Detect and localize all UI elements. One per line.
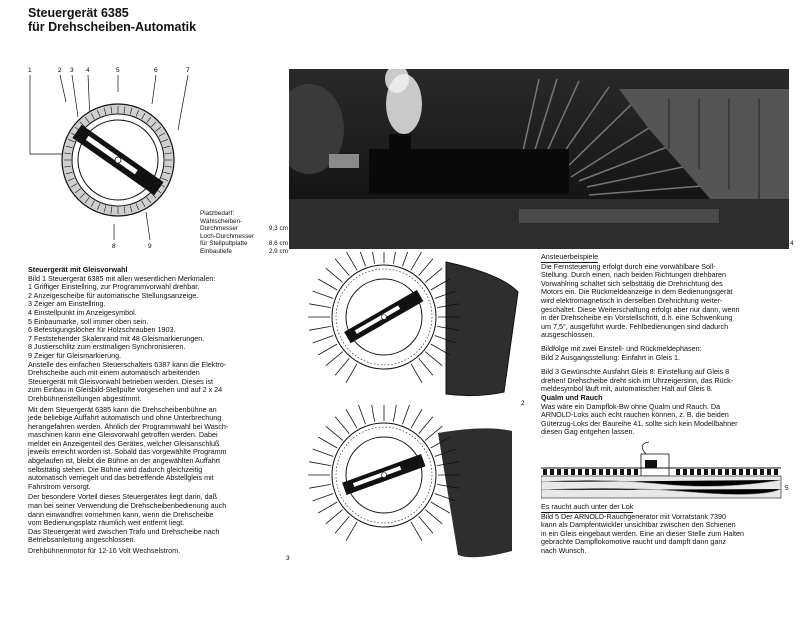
sleeper <box>550 469 554 475</box>
text-line: ausgeschlossen. <box>541 330 595 340</box>
text-line: um 7,5°, ausgeführt wurde. Fehlbedienungen sind dadurch <box>541 321 729 331</box>
track-ray <box>346 364 357 383</box>
track-ray <box>335 259 349 276</box>
sleeper <box>732 469 736 475</box>
sleeper <box>564 469 568 475</box>
track-ray <box>393 252 397 264</box>
text-line: Vorwahlring schaltet sich selbsttätig die Drehrichtung des <box>541 278 723 288</box>
track-ray <box>358 405 366 424</box>
section-heading-qualm: Qualm und Rauch <box>541 392 603 402</box>
track-ray <box>402 252 410 266</box>
text-line: jede beliebige Auffahrt automatisch und ohne Unterbrechung <box>28 413 222 423</box>
text-line: 5 Einbaumarke, soll immer oben sein. <box>28 316 149 326</box>
section-heading-ansteuerbeispiele: Ansteuerbeispiele <box>541 252 599 261</box>
text-line: zum Einbau in Gleisbild-Stellpulte vorgesehen und auf 2 x 24 <box>28 385 223 395</box>
sleeper <box>599 469 603 475</box>
smoke-generator-drawing <box>541 440 796 500</box>
text-line: 6 Befestigungslöcher für Holzschrauben 1903. <box>28 325 176 335</box>
sleeper <box>557 469 561 475</box>
spec-value: 9,3 cm <box>268 225 288 233</box>
text-line: 3 Zeiger am Einstellring. <box>28 299 106 309</box>
paragraph-sequence <box>541 345 791 362</box>
sleeper <box>690 469 694 475</box>
text-line: Stellung. Durch einen, nach beiden Richtungen drehbaren <box>541 270 727 280</box>
spec-label: Wählscheiben- <box>200 217 243 225</box>
track-ray <box>402 405 410 424</box>
track-ray <box>393 405 397 422</box>
track-ray <box>313 291 334 299</box>
sleeper <box>718 469 722 475</box>
sleeper <box>627 469 631 475</box>
text-line: 1 Griffiger Einstellring, zur Programmvorwahl drehbar. <box>28 282 200 292</box>
track-ray <box>346 409 357 428</box>
track-ray <box>346 522 357 541</box>
track-ray <box>318 344 337 355</box>
spec-heading: Platzbedarf: <box>200 210 235 217</box>
text-line: 9 Zeiger für Gleismarkierung. <box>28 350 122 360</box>
text-line: Mit dem Steuergerät 6385 kann die Drehscheibenbühne an <box>28 404 217 414</box>
sleeper <box>711 469 715 475</box>
track-ray <box>309 484 331 488</box>
sleeper <box>753 469 757 475</box>
track-ray <box>419 259 433 276</box>
track-ray <box>326 510 343 524</box>
sleeper <box>606 469 610 475</box>
sleeper <box>676 469 680 475</box>
callout-5: 5 <box>116 67 120 74</box>
callout-3: 3 <box>70 67 74 74</box>
right-column-text <box>541 253 791 437</box>
paragraph-figure-3 <box>541 368 791 394</box>
spec-value: 2,9 cm <box>268 247 288 255</box>
track-ray <box>318 279 337 290</box>
track-ray <box>309 326 331 330</box>
text-line: Betriebsanleitung angeschlossen. <box>28 535 136 545</box>
text-line: Fahrstrom versorgt. <box>28 481 91 491</box>
title-line-2: für Drehscheiben-Automatik <box>28 20 197 34</box>
track-ray <box>346 252 357 270</box>
text-line: nach Wunsch. <box>541 545 587 555</box>
sleeper <box>697 469 701 475</box>
track-ray <box>318 437 337 448</box>
text-line: geschaltet. Diese Weiterschaltung erfolgt aber nur dann, wenn <box>541 304 740 314</box>
track-ray <box>419 358 433 375</box>
spec-label: für Stellpultplatte <box>200 240 248 248</box>
track-ray <box>309 304 331 308</box>
text-line: diesen Gag entgehen lassen. <box>541 427 635 437</box>
spec-label: Loch-Durchmesser <box>200 232 254 240</box>
figure-2-dial <box>286 252 526 407</box>
track-ray <box>313 493 334 501</box>
text-line: Die Fernsteuerung erfolgt durch eine vorwählbare Soll- <box>541 261 716 271</box>
track-ray <box>326 268 343 282</box>
figure-4-number: 4 <box>790 240 794 247</box>
figure-3-number: 3 <box>286 555 290 562</box>
dial-start-position <box>286 252 526 407</box>
sleeper <box>704 469 708 475</box>
text-line: Der besondere Vorteil dieses Steuergerätes liegt darin, daß <box>28 492 217 502</box>
page-title <box>28 6 196 34</box>
text-line: dann einwandfrei vornehmen kann, wenn die Drehscheibe <box>28 509 214 519</box>
text-line: ARNOLD-Loks auch echt rauchen können, z. B. die beiden <box>541 410 729 420</box>
sleeper <box>571 469 575 475</box>
track-ray <box>313 335 334 343</box>
paragraph <box>28 406 280 492</box>
track-ray <box>313 449 334 457</box>
text-line: 4 Einstellpunkt im Anzeigesymbol. <box>28 307 137 317</box>
callout-4: 4 <box>86 67 90 74</box>
photo-depiction <box>289 69 789 249</box>
text-line: Bild 3 Gewünschte Ausfahrt Gleis 8: Einstellung auf Gleis 8 <box>541 367 730 377</box>
callout-7: 7 <box>186 67 190 74</box>
text-line: man bei seiner Verwendung die Drehscheibenbedienung auch <box>28 501 227 511</box>
spec-row <box>200 218 288 226</box>
track-ray <box>318 502 337 513</box>
text-line: Bildfolge mit zwei Einstell- und Rückmeldephasen: <box>541 343 702 353</box>
figure-5-smoke-generator <box>541 440 796 500</box>
text-line: Drehscheibe auch mit einem automatisch arbeitenden <box>28 368 200 378</box>
spec-row <box>200 225 288 233</box>
paragraph <box>28 493 280 545</box>
figure-3-dial <box>286 405 526 565</box>
sleeper <box>774 469 778 475</box>
track-ray <box>419 417 433 434</box>
text-line: 8 Justierschlitz zum erstmaligen Synchronisieren. <box>28 342 186 352</box>
space-requirement-table <box>200 210 288 256</box>
track-ray <box>425 510 442 524</box>
text-line: drehen! Drehscheibe dreht sich im Uhrzeigersinn, das Rück- <box>541 375 734 385</box>
text-line: maschinen kann eine Gleisvorwahl getroffen werden. Dabei <box>28 430 218 440</box>
text-line: kann als Dampfentwickler unsichtbar zwischen den Schienen <box>541 520 736 530</box>
caption-text <box>541 513 791 556</box>
text-line: Drehbühnenmotor für 12-16 Volt Wechselstrom. <box>28 546 181 555</box>
track-ray <box>425 352 442 366</box>
figure-5-number: 5 <box>785 485 789 492</box>
feature-list <box>28 283 280 360</box>
text-line: meldesymbol läuft mit, automatischer Halt auf Gleis 8. <box>541 384 713 394</box>
sleeper <box>746 469 750 475</box>
sleeper <box>760 469 764 475</box>
text-line: abgelaufen ist, bleibt die Bühne an der angewählten Auffahrt <box>28 456 221 466</box>
text-line: gebrachte Dampflokomotive raucht und dampft dann ganz <box>541 537 726 547</box>
spec-value: 8,6 cm <box>268 240 288 248</box>
title-line-1: Steuergerät 6385 <box>28 6 129 20</box>
sleeper <box>613 469 617 475</box>
sleeper <box>739 469 743 475</box>
text-line: in ein Gleis eingebaut werden. Eine an dieser Stelle zum Halten <box>541 528 744 538</box>
text-line: Was wäre ein Dampflok-Bw ohne Qualm und Rauch. Da <box>541 401 721 411</box>
spec-row <box>200 240 288 248</box>
spec-label: Durchmesser <box>200 225 238 233</box>
sleeper <box>592 469 596 475</box>
text-line: Steuergerät mit Gleisvorwahl betrieben werden. Dieses ist <box>28 376 213 386</box>
callout-1: 1 <box>28 67 32 74</box>
paragraph-remote-control <box>541 263 791 340</box>
callout-6: 6 <box>154 67 158 74</box>
caption-heading: Es raucht auch unter der Lok <box>541 502 634 511</box>
left-column-text <box>28 266 280 556</box>
text-line: automatisch verriegelt und das betreffende Abstellgleis mit <box>28 473 214 483</box>
text-line: Motors ein. Die Rückmeldeanzeige in dem Bedienungsgerät <box>541 287 733 297</box>
text-line: 2 Anzeigescheibe für automatische Stellungsanzeige. <box>28 290 199 300</box>
turntable-photo <box>289 69 789 249</box>
text-line: herangefahren werden. Ähnlich der Programmwahl bei Wasch- <box>28 421 229 431</box>
sleeper <box>585 469 589 475</box>
text-line: selbsttätig stehen. Die Bühne wird dadurch gleichzeitig <box>28 464 203 474</box>
track-ray <box>411 522 422 541</box>
track-ray <box>371 405 375 422</box>
sleeper <box>725 469 729 475</box>
sleeper <box>767 469 771 475</box>
track-ray <box>371 252 375 264</box>
dial-target-position <box>286 405 526 565</box>
sleeper <box>683 469 687 475</box>
text-line: Bild 2 Ausgangsstellung: Einfahrt in Gleis 1. <box>541 352 681 362</box>
text-line: Das Steuergerät wird zwischen Trafo und Drehscheibe nach <box>28 526 220 536</box>
paragraph-smoke <box>541 403 791 437</box>
sleeper <box>634 469 638 475</box>
sleeper <box>620 469 624 475</box>
callout-2: 2 <box>58 67 62 74</box>
track-ray <box>425 268 442 282</box>
track-ray <box>411 252 422 270</box>
spec-row <box>200 248 288 256</box>
sleeper <box>578 469 582 475</box>
text-line: in der Drehscheibe ein Vorstellschritt, d.h. eine Schwenkung <box>541 313 733 323</box>
figure-5-caption <box>541 503 791 556</box>
track-ray <box>309 462 331 466</box>
section-heading-gleisvorwahl: Steuergerät mit Gleisvorwahl <box>28 265 128 274</box>
text-line: wird elektromagnetisch in derselben Drehrichtung weiter- <box>541 295 723 305</box>
figure-2-number: 2 <box>521 400 525 407</box>
paragraph <box>28 361 280 404</box>
text-line: 7 Feststehender Skalenrand mit 48 Gleismarkierungen. <box>28 333 205 343</box>
track-ray <box>419 516 433 533</box>
text-line: Bild 5 Der ARNOLD-Rauchgenerator mit Vorratstank 7390 <box>541 511 726 521</box>
text-line: Güterzug-Loks der Baureihe 41, sollte sich kein Modellbahner <box>541 418 738 428</box>
track-ray <box>326 426 343 440</box>
sleeper <box>543 469 547 475</box>
paragraph <box>28 547 280 556</box>
text-line: meldet ein Anzeigenteil des Gerätes, welcher Gleisanschluß <box>28 438 220 448</box>
callout-8: 8 <box>112 243 116 250</box>
spec-label: Einbautiefe <box>200 247 232 255</box>
callout-9: 9 <box>148 243 152 250</box>
track-ray <box>335 417 349 434</box>
spec-row <box>200 233 288 241</box>
text-line: Anstelle des einfachen Steuerschalters 6387 kann die Elektro- <box>28 359 227 369</box>
body-paragraphs <box>28 361 280 556</box>
track-ray <box>326 352 343 366</box>
text-line: jeweils erreicht worden ist. Sobald das vorgewählte Programm <box>28 447 227 457</box>
track-ray <box>335 358 349 375</box>
track-ray <box>358 252 366 266</box>
track-ray <box>431 502 450 513</box>
text-line: vom Bedienungsplatz räumlich weit entfernt liegt. <box>28 518 185 528</box>
track-ray <box>335 516 349 533</box>
track-ray <box>411 364 422 383</box>
text-line: Drehbühnenstellungen abgestimmt. <box>28 393 142 403</box>
track-ray <box>411 409 422 428</box>
figure-1-intro: Bild 1 Steuergerät 6385 mit allen wesentlichen Merkmalen: <box>28 273 216 283</box>
